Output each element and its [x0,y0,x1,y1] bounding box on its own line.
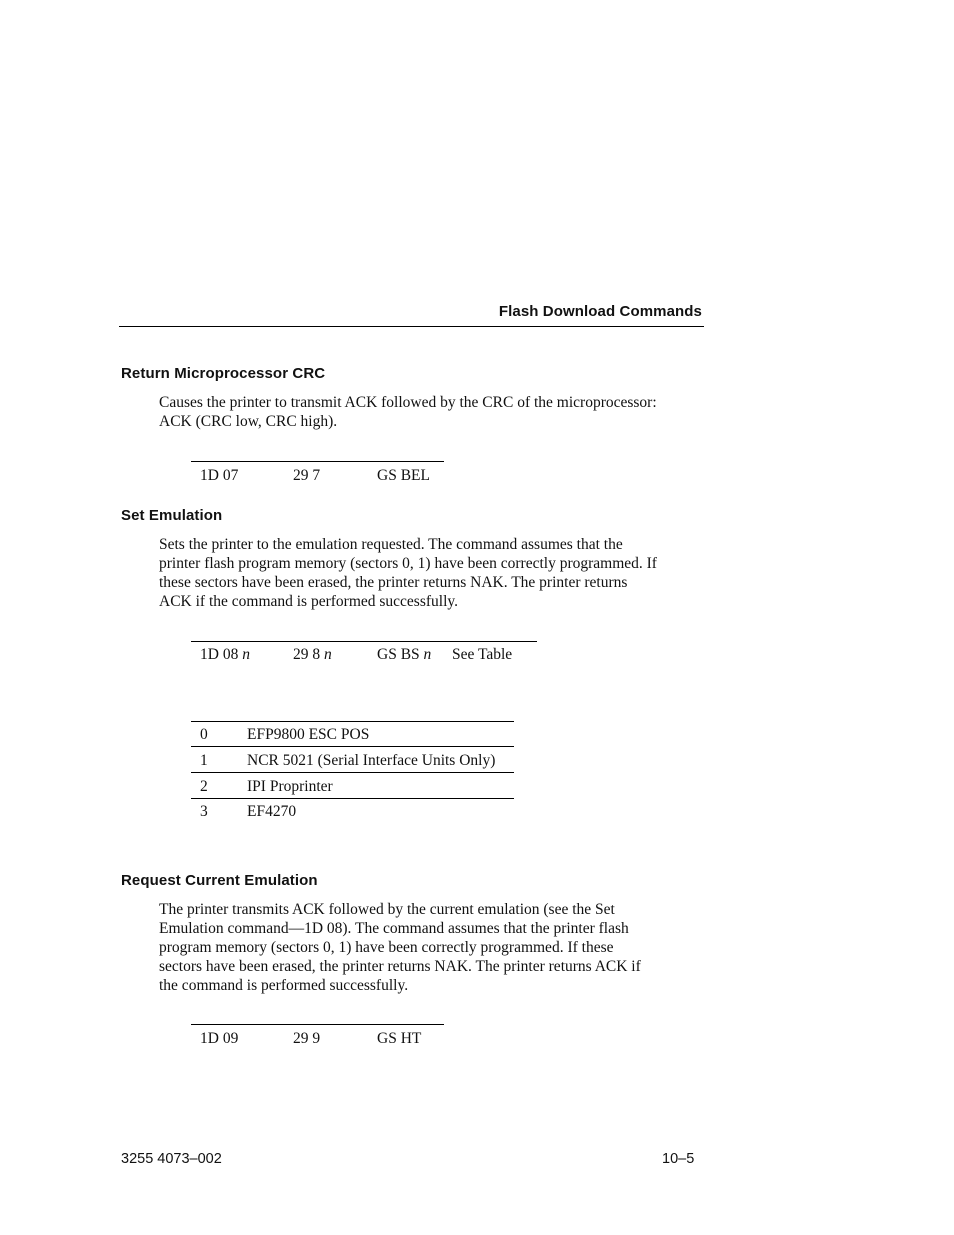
command-ascii: GS HT [377,1030,422,1047]
command-rule [191,641,537,642]
table-cell-n: 3 [200,803,208,820]
command-hex [200,646,250,664]
body-line: ACK (CRC low, CRC high). [159,413,338,430]
body-line: The printer transmits ACK followed by the current emulation (see the Set [159,901,615,918]
section-heading-set-emulation: Set Emulation [121,507,223,524]
command-ascii [377,646,431,664]
section-heading-return-crc: Return Microprocessor CRC [121,365,326,382]
command-ascii-code: GS BS [377,646,420,663]
table-cell-emulation: NCR 5021 (Serial Interface Units Only) [247,752,496,769]
command-decimal [293,646,332,664]
footer-doc-number: 3255 4073–002 [121,1151,222,1167]
command-hex-code: 1D 08 [200,646,239,663]
command-rule [191,1024,444,1025]
running-header: Flash Download Commands [498,303,702,320]
body-line: these sectors have been erased, the printer returns NAK. The printer returns [159,574,628,591]
table-cell-n: 2 [200,778,208,795]
body-line: Causes the printer to transmit ACK followed by the CRC of the microprocessor: [159,394,657,411]
table-rule [191,772,514,773]
command-rule [191,461,444,462]
command-variable: n [423,646,432,663]
body-line: Emulation command—1D 08). The command assumes that the printer flash [159,920,629,937]
body-line: Sets the printer to the emulation requested. The command assumes that the [159,536,623,553]
body-line: program memory (sectors 0, 1) have been correctly programmed. If these [159,939,614,956]
table-cell-emulation: IPI Proprinter [247,778,333,795]
table-cell-emulation: EFP9800 ESC POS [247,726,370,743]
command-hex: 1D 09 [200,1030,239,1047]
section-body-set-emulation [159,535,719,611]
table-cell-n: 1 [200,752,208,769]
command-decimal: 29 7 [293,467,321,484]
command-decimal-code: 29 8 [293,646,321,663]
table-cell-n: 0 [200,726,208,743]
table-rule [191,798,514,799]
header-rule [119,326,704,327]
command-note: See Table [452,646,513,663]
table-rule [191,721,514,722]
section-body-request-emulation [159,900,719,995]
command-variable: n [324,646,332,663]
table-rule [191,746,514,747]
body-line: sectors have been erased, the printer returns NAK. The printer returns ACK if [159,958,641,975]
body-line: printer flash program memory (sectors 0, 1) have been correctly programmed. If [159,555,657,572]
section-heading-request-emulation: Request Current Emulation [121,872,318,889]
command-decimal: 29 9 [293,1030,321,1047]
table-cell-emulation: EF4270 [247,803,297,820]
command-ascii: GS BEL [377,467,430,484]
body-line: ACK if the command is performed successfully. [159,593,459,610]
footer-page-number: 10–5 [662,1151,695,1167]
section-body-return-crc [159,393,719,431]
command-hex: 1D 07 [200,467,239,484]
body-line: the command is performed successfully. [159,977,409,994]
command-variable: n [242,646,250,663]
